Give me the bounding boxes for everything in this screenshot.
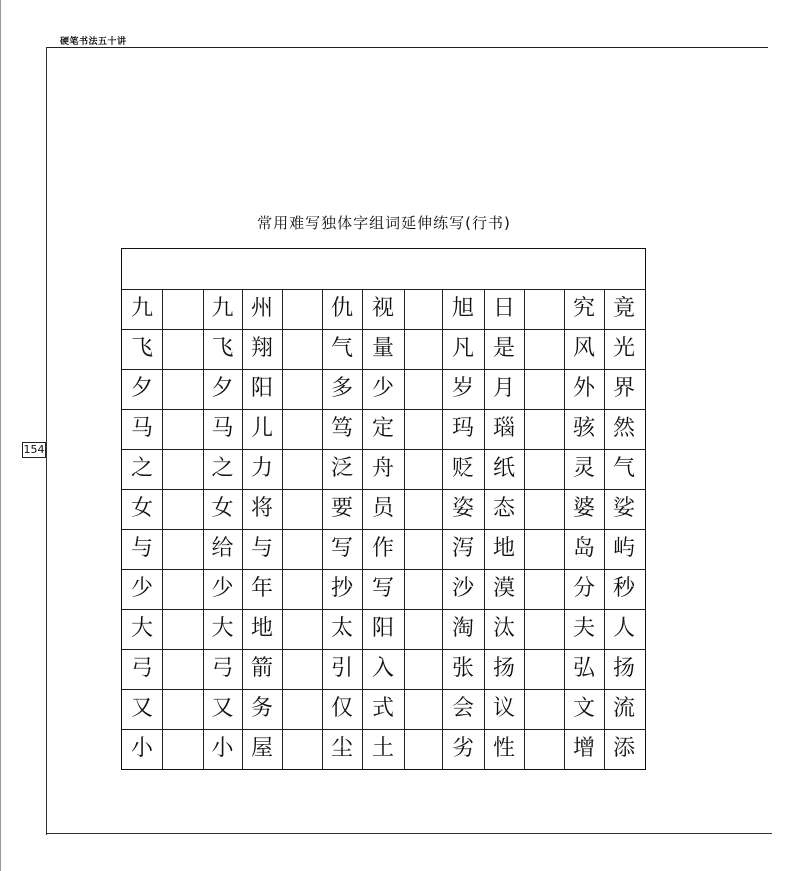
grid-character: 是: [492, 336, 515, 361]
grid-character: 视: [371, 296, 394, 321]
table-title: 常用难写独体字组词延伸练写(行书): [257, 214, 511, 232]
grid-character: 增: [572, 736, 595, 761]
grid-character: 员: [371, 496, 394, 521]
grid-character: 贬: [451, 456, 474, 481]
grid-character: 抄: [330, 576, 353, 601]
grid-column-line: [282, 289, 283, 769]
grid-character: 外: [572, 376, 595, 401]
grid-character: 地: [492, 536, 515, 561]
grid-character: 灵: [572, 456, 595, 481]
grid-character: 式: [371, 696, 394, 721]
running-header: 硬笔书法五十讲: [60, 37, 127, 47]
grid-character: 分: [572, 576, 595, 601]
grid-character: 屋: [250, 736, 273, 761]
grid-character: 量: [371, 336, 394, 361]
grid-character: 仇: [330, 296, 353, 321]
grid-character: 力: [250, 456, 273, 481]
grid-character: 写: [371, 576, 394, 601]
grid-character: 九: [130, 296, 153, 321]
grid-character: 议: [492, 696, 515, 721]
grid-character: 与: [130, 536, 153, 561]
grid-character: 扬: [492, 656, 515, 681]
grid-character: 究: [572, 296, 595, 321]
grid-character: 马: [211, 416, 234, 441]
grid-character: 性: [492, 736, 515, 761]
grid-column-line: [524, 289, 525, 769]
grid-character: 汰: [492, 616, 515, 641]
grid-character: 笃: [330, 416, 353, 441]
grid-character: 旭: [451, 296, 474, 321]
grid-character: 小: [130, 736, 153, 761]
grid-character: 竟: [612, 296, 635, 321]
grid-character: 添: [612, 736, 635, 761]
grid-character: 将: [250, 496, 273, 521]
grid-character: 入: [371, 656, 394, 681]
grid-column-line: [162, 289, 163, 769]
grid-character: 马: [130, 416, 153, 441]
grid-character: 飞: [211, 336, 234, 361]
grid-character: 漠: [492, 576, 515, 601]
grid-character: 岁: [451, 376, 474, 401]
grid-character: 人: [612, 616, 635, 641]
grid-character: 女: [130, 496, 153, 521]
grid-character: 凡: [451, 336, 474, 361]
grid-character: 然: [612, 416, 635, 441]
page-margin-line: [46, 47, 47, 835]
grid-character: 之: [211, 456, 234, 481]
grid-character: 夕: [130, 376, 153, 401]
grid-character: 作: [371, 536, 394, 561]
grid-character: 秒: [612, 576, 635, 601]
grid-character: 态: [492, 496, 515, 521]
grid-character: 飞: [130, 336, 153, 361]
grid-character: 定: [371, 416, 394, 441]
grid-character: 大: [130, 616, 153, 641]
grid-character: 流: [612, 696, 635, 721]
grid-character: 箭: [250, 656, 273, 681]
grid-character: 多: [330, 376, 353, 401]
grid-character: 少: [130, 576, 153, 601]
grid-character: 泻: [451, 536, 474, 561]
grid-character: 大: [211, 616, 234, 641]
grid-character: 引: [330, 656, 353, 681]
grid-character: 仅: [330, 696, 353, 721]
grid-character: 姿: [451, 496, 474, 521]
grid-character: 月: [492, 376, 515, 401]
page-left-edge: [0, 0, 1, 871]
grid-character: 夫: [572, 616, 595, 641]
grid-character: 要: [330, 496, 353, 521]
grid-character: 小: [211, 736, 234, 761]
practice-grid: [121, 248, 646, 770]
grid-character: 气: [612, 456, 635, 481]
grid-character: 泛: [330, 456, 353, 481]
grid-character: 土: [371, 736, 394, 761]
grid-character: 太: [330, 616, 353, 641]
grid-character: 气: [330, 336, 353, 361]
grid-character: 弘: [572, 656, 595, 681]
grid-character: 玛: [451, 416, 474, 441]
grid-character: 婆: [572, 496, 595, 521]
grid-character: 界: [612, 376, 635, 401]
page-number: 154: [23, 443, 45, 456]
grid-character: 又: [211, 696, 234, 721]
header-rule: [46, 47, 768, 48]
grid-character: 给: [211, 536, 234, 561]
grid-character: 又: [130, 696, 153, 721]
grid-character: 风: [572, 336, 595, 361]
grid-character: 日: [492, 296, 515, 321]
grid-character: 沙: [451, 576, 474, 601]
grid-character: 与: [250, 536, 273, 561]
grid-character: 屿: [612, 536, 635, 561]
grid-character: 阳: [371, 616, 394, 641]
grid-character: 务: [250, 696, 273, 721]
grid-character: 文: [572, 696, 595, 721]
grid-character: 会: [451, 696, 474, 721]
grid-character: 纸: [492, 456, 515, 481]
grid-character: 娑: [612, 496, 635, 521]
grid-character: 瑙: [492, 416, 515, 441]
grid-character: 年: [250, 576, 273, 601]
grid-character: 九: [211, 296, 234, 321]
grid-character: 之: [130, 456, 153, 481]
grid-character: 岛: [572, 536, 595, 561]
grid-character: 弓: [130, 656, 153, 681]
grid-character: 骇: [572, 416, 595, 441]
grid-character: 舟: [371, 456, 394, 481]
grid-character: 光: [612, 336, 635, 361]
grid-character: 地: [250, 616, 273, 641]
grid-character: 州: [250, 296, 273, 321]
grid-character: 女: [211, 496, 234, 521]
grid-column-line: [404, 289, 405, 769]
grid-character: 弓: [211, 656, 234, 681]
footer-rule: [46, 833, 772, 834]
grid-character: 翔: [250, 336, 273, 361]
grid-character: 儿: [250, 416, 273, 441]
grid-character: 少: [211, 576, 234, 601]
grid-character: 尘: [330, 736, 353, 761]
grid-character: 劣: [451, 736, 474, 761]
grid-character: 写: [330, 536, 353, 561]
grid-character: 夕: [211, 376, 234, 401]
grid-character: 淘: [451, 616, 474, 641]
grid-character: 扬: [612, 656, 635, 681]
grid-character: 阳: [250, 376, 273, 401]
grid-character: 张: [451, 656, 474, 681]
grid-character: 少: [371, 376, 394, 401]
